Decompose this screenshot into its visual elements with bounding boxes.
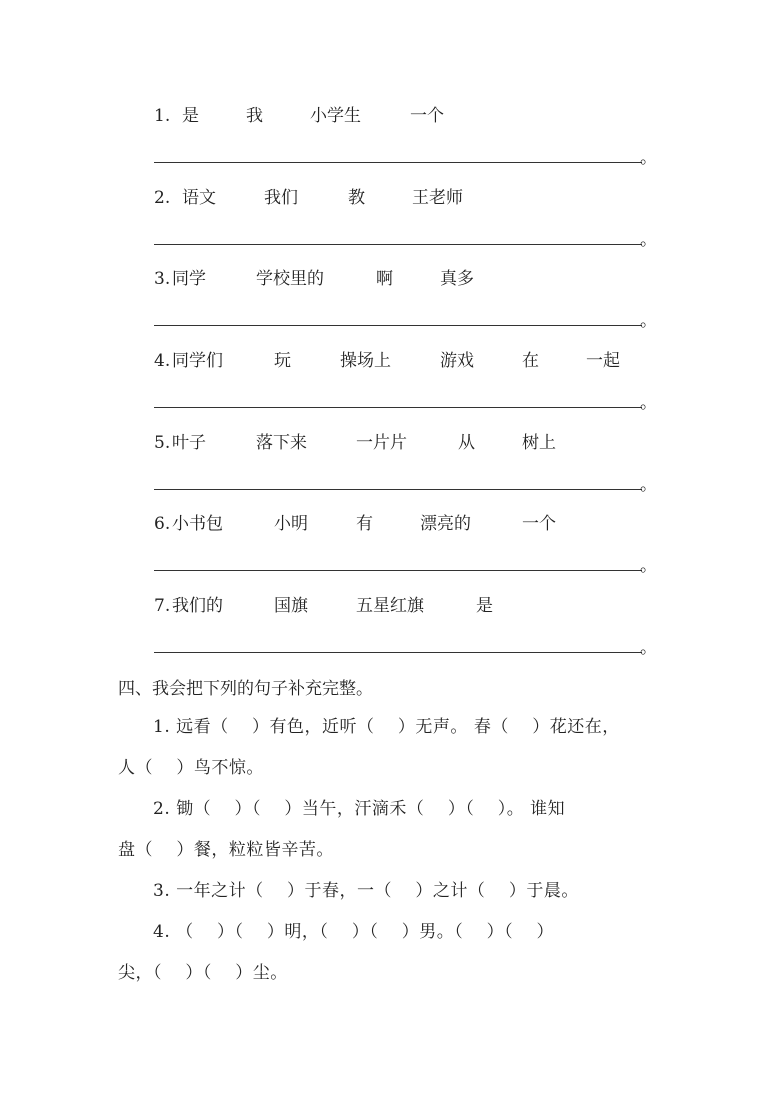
word-chip: 一起 xyxy=(586,351,620,371)
exercise-3 xyxy=(0,264,780,346)
word-chip: 树上 xyxy=(522,433,556,453)
answer-line[interactable] xyxy=(154,162,642,163)
fill-line[interactable]: 尖，（ ）（ ）尘。 xyxy=(118,963,288,983)
exercise-number: 7. xyxy=(154,596,171,616)
word-chip: 在 xyxy=(522,351,539,371)
word-chip: 漂亮的 xyxy=(420,514,471,534)
fill-item-2 xyxy=(118,789,668,871)
word-chip: 啊 xyxy=(376,269,393,289)
word-chip: 真多 xyxy=(440,269,474,289)
period-mark: 。 xyxy=(640,638,657,658)
word-chip: 我们 xyxy=(264,188,298,208)
word-chip: 一片片 xyxy=(356,433,407,453)
fill-line[interactable]: 人（ ）鸟不惊。 xyxy=(118,758,264,778)
word-chip: 小学生 xyxy=(310,106,361,126)
word-chip: 教 xyxy=(348,188,365,208)
period-mark: 。 xyxy=(640,393,657,413)
fill-line[interactable]: 3. 一年之计（ ）于春，一（ ）之计（ ）于晨。 xyxy=(153,881,579,901)
fill-line[interactable]: 1. 远看（ ）有色，近听（ ）无声。 春（ ）花还在， xyxy=(153,717,620,737)
answer-line[interactable] xyxy=(154,244,642,245)
exercise-6 xyxy=(0,509,780,591)
answer-line[interactable] xyxy=(154,325,642,326)
answer-line[interactable] xyxy=(154,570,642,571)
period-mark: 。 xyxy=(640,311,657,331)
word-chip: 落下来 xyxy=(256,433,307,453)
exercise-7 xyxy=(0,591,780,673)
word-chip: 玩 xyxy=(274,351,291,371)
fill-line[interactable]: 4. （ ）（ ）明，（ ）（ ）男。（ ）（ ） xyxy=(153,922,555,942)
answer-line[interactable] xyxy=(154,489,642,490)
word-chip: 一个 xyxy=(410,106,444,126)
fill-item-3 xyxy=(118,871,668,912)
word-chip: 是 xyxy=(476,596,493,616)
word-chip: 从 xyxy=(458,433,475,453)
word-chip: 同学们 xyxy=(172,351,223,371)
section-four-heading: 四、我会把下列的句子补充完整。 xyxy=(118,679,373,699)
word-chip: 我们的 xyxy=(172,596,223,616)
exercise-number: 3. xyxy=(154,269,171,289)
exercise-number: 6. xyxy=(154,514,171,534)
word-chip: 一个 xyxy=(522,514,556,534)
period-mark: 。 xyxy=(640,230,657,250)
word-chip: 有 xyxy=(356,514,373,534)
word-chip: 我 xyxy=(246,106,263,126)
fill-line[interactable]: 2. 锄（ ）（ ）当午，汗滴禾（ ）（ ）。 谁知 xyxy=(153,799,566,819)
word-chip: 小明 xyxy=(274,514,308,534)
word-chip: 五星红旗 xyxy=(356,596,424,616)
fill-item-4 xyxy=(118,912,668,994)
answer-line[interactable] xyxy=(154,652,642,653)
word-chip: 同学 xyxy=(172,269,206,289)
word-chip: 学校里的 xyxy=(256,269,324,289)
exercise-number: 4. xyxy=(154,351,171,371)
word-chip: 是 xyxy=(182,106,199,126)
exercise-4 xyxy=(0,346,780,428)
word-chip: 操场上 xyxy=(340,351,391,371)
period-mark: 。 xyxy=(640,556,657,576)
exercise-5 xyxy=(0,428,780,510)
word-chip: 语文 xyxy=(182,188,216,208)
word-chip: 国旗 xyxy=(274,596,308,616)
word-chip: 小书包 xyxy=(172,514,223,534)
period-mark: 。 xyxy=(640,148,657,168)
answer-line[interactable] xyxy=(154,407,642,408)
word-chip: 王老师 xyxy=(412,188,463,208)
exercise-number: 2. xyxy=(154,188,171,208)
exercise-1 xyxy=(0,101,780,183)
word-chip: 叶子 xyxy=(172,433,206,453)
fill-line[interactable]: 盘（ ）餐，粒粒皆辛苦。 xyxy=(118,840,334,860)
exercise-2 xyxy=(0,183,780,265)
exercise-number: 1. xyxy=(154,106,171,126)
fill-item-1 xyxy=(118,707,668,789)
exercise-number: 5. xyxy=(154,433,171,453)
period-mark: 。 xyxy=(640,475,657,495)
word-chip: 游戏 xyxy=(440,351,474,371)
